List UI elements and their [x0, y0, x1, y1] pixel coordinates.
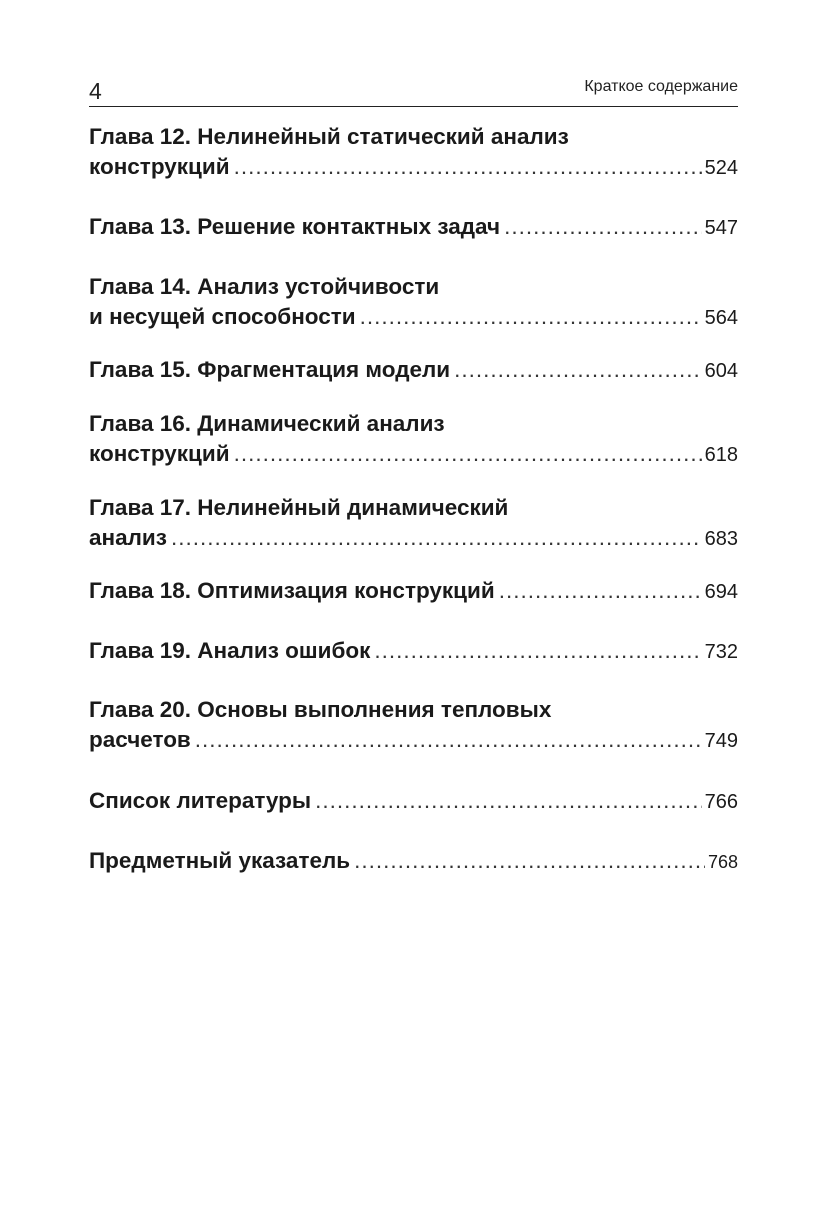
toc-entry-title: расчетов	[89, 727, 191, 752]
toc-page-number: 618	[704, 444, 738, 466]
toc-page-number: 749	[704, 730, 738, 752]
dot-leader	[234, 152, 702, 182]
toc-entry-title: Предметный указатель	[89, 848, 351, 873]
dot-leader	[374, 636, 701, 666]
toc-page-number: 768	[707, 852, 738, 872]
page-header	[89, 72, 738, 107]
dot-leader	[499, 576, 702, 606]
toc-entry-title: Глава 13. Решение контактных задач	[89, 214, 501, 239]
toc-entry-last-line	[89, 846, 738, 877]
toc-entry-title-line: Глава 17. Нелинейный динамический	[89, 495, 509, 520]
dot-leader	[454, 355, 701, 385]
toc-entry-last-line	[89, 576, 738, 607]
dot-leader	[171, 523, 702, 553]
toc-entry-last-line	[89, 212, 738, 243]
toc-entry-last-line	[89, 523, 738, 554]
toc-entry-chapter-20[interactable]	[89, 695, 738, 756]
toc-entry-title-line: Глава 14. Анализ устойчивости	[89, 274, 440, 299]
dot-leader	[234, 439, 702, 469]
toc-entry-chapter-14[interactable]	[89, 272, 738, 333]
toc-entry-chapter-15[interactable]	[89, 355, 738, 386]
toc-entry-chapter-17[interactable]	[89, 493, 738, 554]
toc-page-number: 564	[704, 307, 738, 329]
toc-page-number: 524	[704, 157, 738, 179]
page-number: 4	[89, 78, 102, 104]
toc-entry-last-line	[89, 302, 738, 333]
toc-page-number: 766	[704, 791, 738, 813]
toc-entry-chapter-18[interactable]	[89, 576, 738, 607]
toc-entry-title: Глава 15. Фрагментация модели	[89, 357, 451, 382]
running-head: Краткое содержание	[584, 78, 738, 95]
dot-leader	[504, 212, 702, 242]
toc-entry-chapter-19[interactable]	[89, 636, 738, 667]
toc-entry-title-line: Глава 20. Основы выполнения тепловых	[89, 697, 552, 722]
toc-entry-title-line: Глава 16. Динамический анализ	[89, 411, 445, 436]
toc-page-number: 694	[704, 581, 738, 603]
toc-entry-title: Глава 18. Оптимизация конструкций	[89, 578, 495, 603]
toc-entry-last-line	[89, 439, 738, 470]
toc-entry-title: анализ	[89, 525, 167, 550]
toc-entry-last-line	[89, 786, 738, 817]
toc-page-number: 732	[704, 641, 738, 663]
toc-page-number: 547	[704, 217, 738, 239]
toc-entry-last-line	[89, 636, 738, 667]
toc-entry-subject-index[interactable]	[89, 846, 738, 877]
dot-leader	[315, 786, 702, 816]
toc-entry-bibliography[interactable]	[89, 786, 738, 817]
toc-entry-chapter-13[interactable]	[89, 212, 738, 243]
toc-page-number: 604	[704, 360, 738, 382]
toc-entry-chapter-16[interactable]	[89, 409, 738, 470]
toc-entry-title: Список литературы	[89, 788, 312, 813]
dot-leader	[360, 302, 702, 332]
toc-entry-title: и несущей способности	[89, 304, 356, 329]
toc-entry-title-line: Глава 12. Нелинейный статический анализ	[89, 124, 569, 149]
toc-entry-chapter-12[interactable]	[89, 122, 738, 183]
dot-leader	[195, 725, 702, 755]
dot-leader	[354, 846, 705, 876]
toc-entry-title: конструкций	[89, 441, 230, 466]
toc-entry-last-line	[89, 152, 738, 183]
toc-entry-title: Глава 19. Анализ ошибок	[89, 638, 371, 663]
toc-entry-last-line	[89, 725, 738, 756]
toc-page-number: 683	[704, 528, 738, 550]
toc-entry-title: конструкций	[89, 154, 230, 179]
toc-entry-last-line	[89, 355, 738, 386]
